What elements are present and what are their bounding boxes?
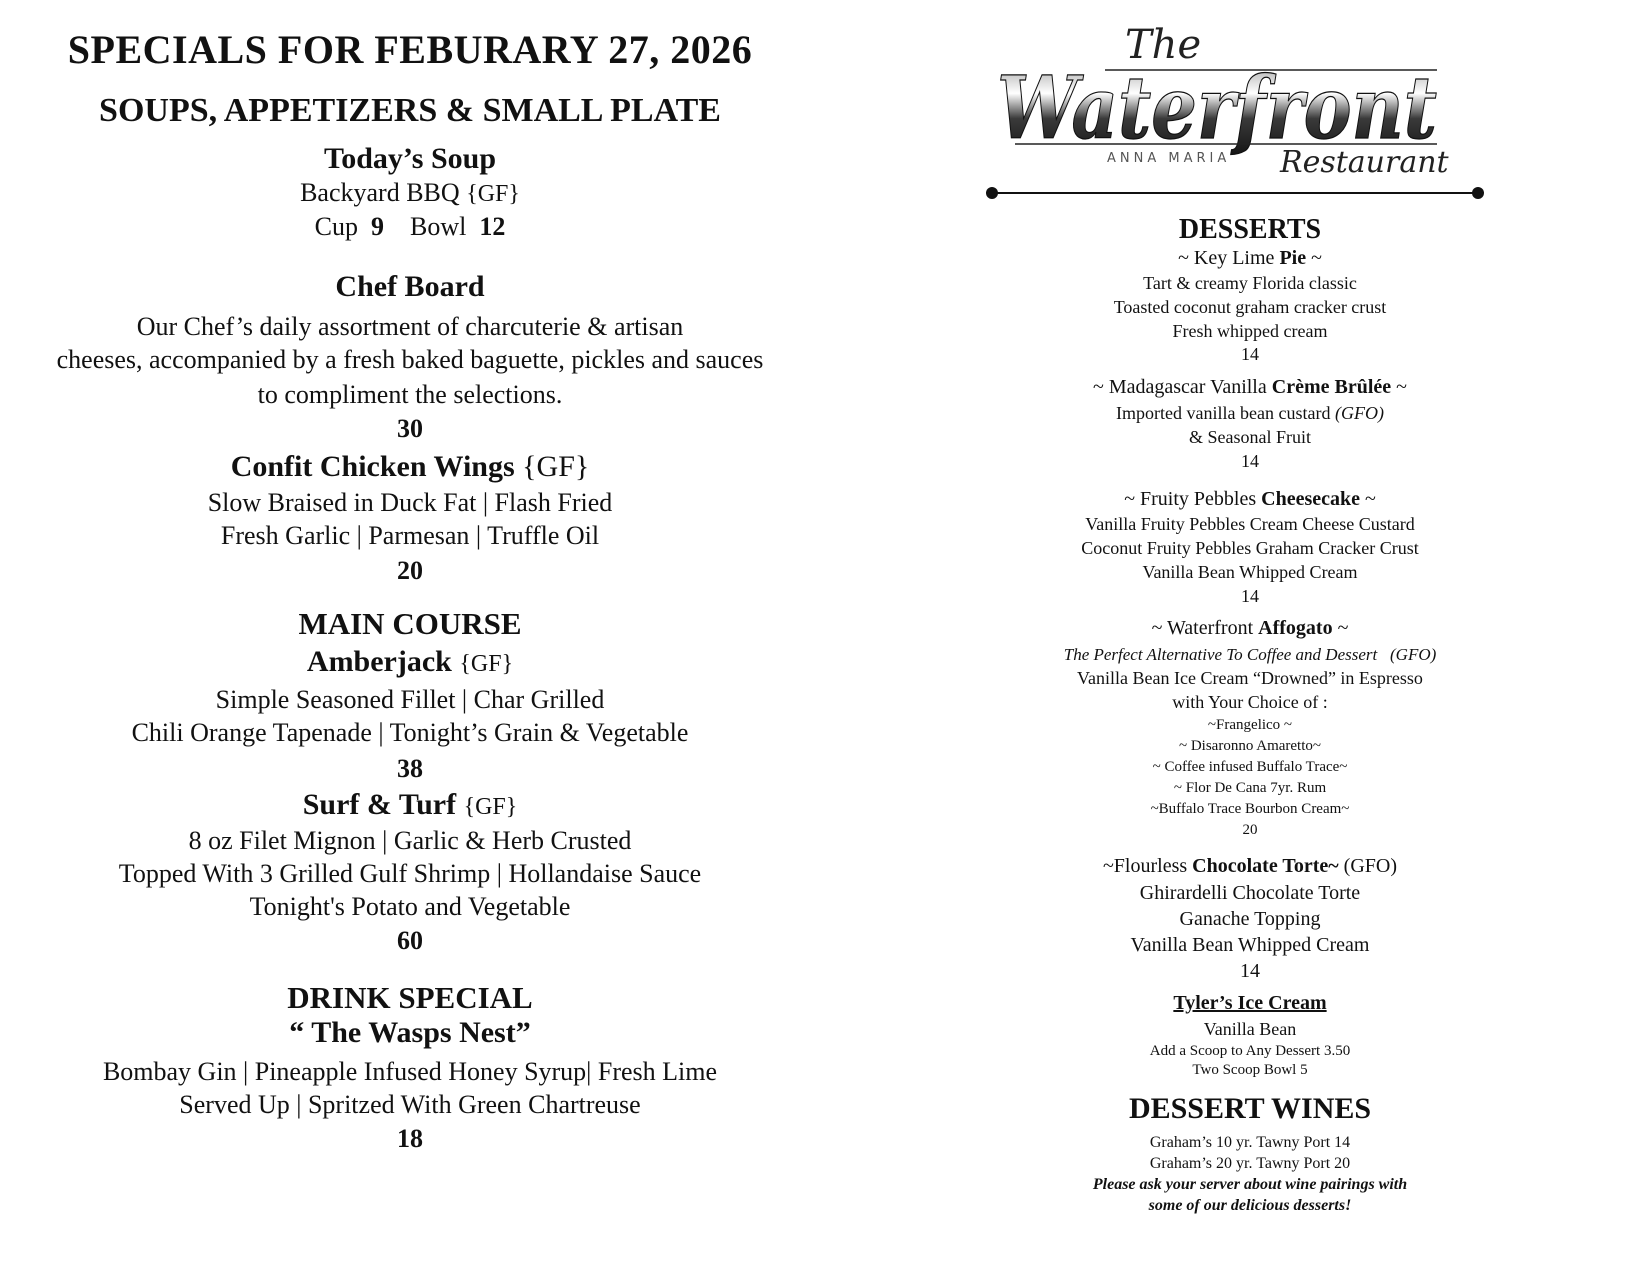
pairing-note-1: Please ask your server about wine pairings with xyxy=(1092,1176,1408,1193)
soup-name: Backyard BBQ xyxy=(300,178,460,207)
key-lime-desc-1: Tart & creamy Florida classic xyxy=(1143,273,1357,293)
logo-restaurant: Restaurant xyxy=(1280,145,1449,180)
affogato-choice-5: ~Buffalo Trace Bourbon Cream~ xyxy=(1150,801,1350,817)
chef-board-title: Chef Board xyxy=(335,270,485,303)
brulee-desc-1 xyxy=(960,403,1540,424)
key-lime-desc-3: Fresh whipped cream xyxy=(1172,321,1328,341)
cheesecake-desc-1: Vanilla Fruity Pebbles Cream Cheese Custard xyxy=(1085,514,1415,534)
brulee-desc-2: & Seasonal Fruit xyxy=(1189,427,1311,447)
key-lime-pre: ~ Key Lime xyxy=(1178,247,1275,269)
amberjack-price: 38 xyxy=(397,754,423,783)
surf-turf-title: Surf & Turf xyxy=(302,788,457,821)
drink-special-heading: DRINK SPECIAL xyxy=(287,980,533,1015)
affogato-choice-2: ~ Disaronno Amaretto~ xyxy=(1178,738,1322,754)
surf-turf-tag: {GF} xyxy=(463,794,518,820)
wings-price: 20 xyxy=(397,556,423,585)
logo-divider xyxy=(985,186,1485,200)
cheesecake-desc-3: Vanilla Bean Whipped Cream xyxy=(1142,562,1358,582)
drink-name: “ The Wasps Nest” xyxy=(289,1016,531,1049)
cheesecake-desc-2: Coconut Fruity Pebbles Graham Cracker Crust xyxy=(1081,538,1419,558)
torte-price: 14 xyxy=(1240,960,1260,982)
ice-cream-line-2: Two Scoop Bowl 5 xyxy=(1192,1062,1308,1078)
key-lime-price: 14 xyxy=(1241,344,1259,364)
amberjack-title: Amberjack xyxy=(306,645,452,678)
cheesecake-post: ~ xyxy=(1364,488,1376,510)
soup-prices xyxy=(0,212,820,242)
ice-cream-title: Tyler’s Ice Cream xyxy=(1173,992,1327,1014)
affogato-choice-1: ~Frangelico ~ xyxy=(1207,717,1293,733)
affogato-price: 20 xyxy=(1242,822,1258,838)
ice-cream-line-1: Add a Scoop to Any Dessert 3.50 xyxy=(1149,1043,1351,1059)
affogato-desc-1: Vanilla Bean Ice Cream “Drowned” in Espresso xyxy=(1077,668,1423,688)
brulee-title xyxy=(960,376,1540,399)
torte-desc-1: Ghirardelli Chocolate Torte xyxy=(1139,882,1361,904)
drink-desc-2: Served Up | Spritzed With Green Chartreuse xyxy=(179,1090,641,1119)
soup-title: Today’s Soup xyxy=(323,142,497,175)
wings-desc-2: Fresh Garlic | Parmesan | Truffle Oil xyxy=(220,521,600,550)
waterfront-logo xyxy=(985,10,1455,180)
key-lime-post: ~ xyxy=(1311,247,1322,269)
affogato-tag: (GFO) xyxy=(1390,645,1437,664)
surf-turf-price: 60 xyxy=(397,926,423,955)
chef-board-desc-2: cheeses, accompanied by a fresh baked baguette, pickles and sauces xyxy=(56,345,764,374)
logo-anna-maria: ANNA MARIA xyxy=(1107,151,1231,166)
brulee-line1: Imported vanilla bean custard xyxy=(1116,403,1331,423)
surf-turf-desc-3: Tonight's Potato and Vegetable xyxy=(249,892,571,921)
wings-title-line xyxy=(0,450,820,484)
wine-line-1: Graham’s 10 yr. Tawny Port 14 xyxy=(1149,1134,1351,1151)
amberjack-desc-2: Chili Orange Tapenade | Tonight’s Grain & Vegetable xyxy=(131,718,689,747)
dessert-wines-heading: DESSERT WINES xyxy=(1128,1092,1372,1125)
affogato-choice-3: ~ Coffee infused Buffalo Trace~ xyxy=(1152,759,1348,775)
amberjack-title-line xyxy=(0,645,820,679)
surf-turf-desc-2: Topped With 3 Grilled Gulf Shrimp | Hollandaise Sauce xyxy=(118,859,702,888)
torte-post: (GFO) xyxy=(1343,855,1397,877)
specials-title: SPECIALS FOR FEBURARY 27, 2026 xyxy=(67,27,753,72)
chef-board-desc-1: Our Chef’s daily assortment of charcuterie & artisan xyxy=(136,312,684,341)
drink-price: 18 xyxy=(397,1124,423,1153)
key-lime-bold: Pie xyxy=(1279,247,1307,269)
affogato-bold: Affogato xyxy=(1258,617,1333,639)
brulee-post: ~ xyxy=(1396,376,1407,398)
torte-desc-2: Ganache Topping xyxy=(1179,908,1321,930)
brulee-bold: Crème Brûlée xyxy=(1271,376,1392,398)
main-course-heading: MAIN COURSE xyxy=(298,606,522,641)
wine-line-2: Graham’s 20 yr. Tawny Port 20 xyxy=(1149,1155,1351,1172)
surf-turf-title-line xyxy=(0,788,820,822)
torte-pre: ~Flourless xyxy=(1102,855,1188,877)
brulee-tag: (GFO) xyxy=(1334,403,1384,423)
cheesecake-pre: ~ Fruity Pebbles xyxy=(1124,488,1257,510)
soup-tag: {GF} xyxy=(466,181,520,207)
surf-turf-desc-1: 8 oz Filet Mignon | Garlic & Herb Crusted xyxy=(188,826,632,855)
torte-desc-3: Vanilla Bean Whipped Cream xyxy=(1130,934,1370,956)
brulee-pre: ~ Madagascar Vanilla xyxy=(1093,376,1267,398)
amberjack-tag: {GF} xyxy=(459,651,514,677)
affogato-title xyxy=(960,617,1540,640)
cheesecake-bold: Cheesecake xyxy=(1261,488,1360,510)
desserts-heading: DESSERTS xyxy=(1178,214,1322,245)
key-lime-desc-2: Toasted coconut graham cracker crust xyxy=(1113,297,1387,317)
affogato-subtitle-text: The Perfect Alternative To Coffee and Dessert xyxy=(1063,645,1378,664)
chef-board-desc-3: to compliment the selections. xyxy=(257,380,563,409)
affogato-choice-4: ~ Flor De Cana 7yr. Rum xyxy=(1173,780,1327,796)
pairing-note-2: some of our delicious desserts! xyxy=(1148,1197,1352,1214)
amberjack-desc-1: Simple Seasoned Fillet | Char Grilled xyxy=(215,685,605,714)
wings-title: Confit Chicken Wings xyxy=(230,450,515,483)
logo-art xyxy=(985,10,1455,180)
affogato-pre: ~ Waterfront xyxy=(1151,617,1254,639)
torte-title xyxy=(960,855,1540,878)
key-lime-title xyxy=(960,247,1540,270)
cup-label: Cup xyxy=(314,212,358,241)
affogato-desc-2: with Your Choice of : xyxy=(1172,692,1328,712)
bowl-label: Bowl xyxy=(410,212,467,241)
cup-price: 9 xyxy=(371,212,384,241)
affogato-subtitle xyxy=(960,645,1540,665)
ice-cream-flavor: Vanilla Bean xyxy=(1203,1019,1297,1039)
torte-bold: Chocolate Torte~ xyxy=(1192,855,1339,877)
logo-waterfront: Waterfront xyxy=(997,58,1437,159)
affogato-post: ~ xyxy=(1337,617,1349,639)
wings-tag: {GF} xyxy=(522,450,590,483)
section-soups-appetizers: SOUPS, APPETIZERS & SMALL PLATE xyxy=(99,92,721,129)
cheesecake-title xyxy=(960,488,1540,511)
brulee-price: 14 xyxy=(1241,451,1259,471)
logo-the: The xyxy=(1125,22,1202,68)
wings-desc-1: Slow Braised in Duck Fat | Flash Fried xyxy=(207,488,613,517)
chef-board-price: 30 xyxy=(397,414,423,443)
drink-desc-1: Bombay Gin | Pineapple Infused Honey Syrup| Fresh Lime xyxy=(102,1057,718,1086)
cheesecake-price: 14 xyxy=(1241,586,1259,606)
bowl-price: 12 xyxy=(479,212,506,241)
soup-name-line xyxy=(0,178,820,208)
